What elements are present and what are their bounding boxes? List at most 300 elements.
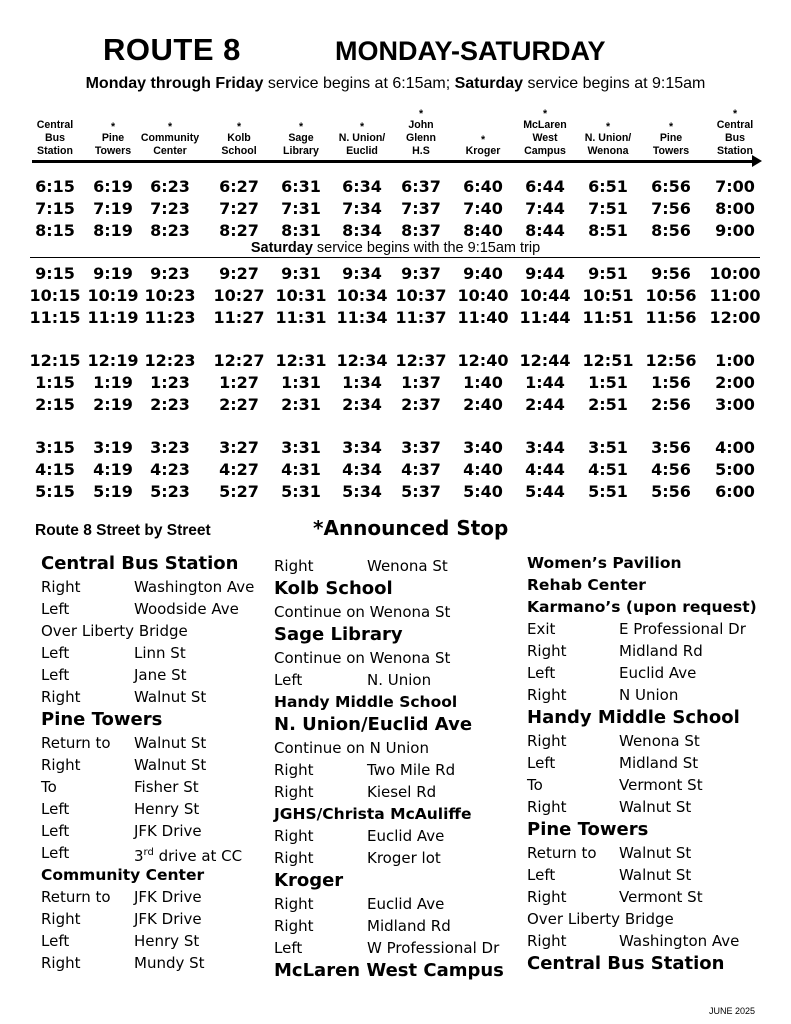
departure-time: 8:51 (588, 221, 628, 240)
direction-note: Over Liberty Bridge (41, 622, 188, 640)
street-name (134, 664, 187, 686)
departure-time: 6:00 (715, 482, 755, 501)
street-name (619, 640, 703, 662)
departure-time: 12:31 (275, 351, 327, 370)
street-name (619, 930, 739, 952)
departure-time: 12:51 (582, 351, 634, 370)
timepoint-3: Community Center (140, 132, 200, 157)
departure-time: 1:34 (342, 373, 382, 392)
schedule-row (0, 394, 791, 416)
direction-step (527, 774, 757, 796)
direction-step (274, 825, 504, 847)
departure-time: 9:37 (401, 264, 441, 283)
direction-note: Continue on N Union (274, 739, 429, 757)
stop-heading: Central Bus Station (41, 553, 239, 574)
street-text: Euclid Ave (367, 827, 445, 845)
departure-time: 11:23 (144, 308, 196, 327)
departure-time: 8:44 (525, 221, 565, 240)
departure-time: 11:56 (645, 308, 697, 327)
street-name (134, 686, 206, 708)
announced-star: * (418, 108, 424, 120)
direction-step (527, 640, 757, 662)
turn-action: Right (527, 932, 567, 950)
departure-time: 9:31 (281, 264, 321, 283)
street-text: Walnut St (134, 756, 207, 774)
stop-heading: Kroger (274, 870, 344, 891)
turn-action: To (41, 778, 57, 796)
timepoint-4: Kolb School (221, 132, 257, 157)
street-name (134, 952, 205, 974)
departure-time: 10:00 (709, 264, 761, 283)
street-text-rest: drive at CC (153, 847, 243, 865)
departure-time: 3:34 (342, 438, 382, 457)
departure-time: 4:15 (35, 460, 75, 479)
timepoint-12: Central Bus Station (716, 119, 754, 157)
departure-time: 12:40 (457, 351, 509, 370)
departure-time: 5:37 (401, 482, 441, 501)
street-text: Vermont St (619, 776, 703, 794)
stop-heading: Handy Middle School (527, 707, 740, 728)
turn-action: Left (41, 666, 70, 684)
direction-step (41, 952, 238, 974)
page-title (0, 32, 791, 72)
street-name (619, 796, 691, 818)
departure-time: 3:00 (715, 395, 755, 414)
direction-step (527, 886, 757, 908)
direction-step (41, 642, 238, 664)
turn-action: Left (527, 866, 556, 884)
departure-time: 6:27 (219, 177, 259, 196)
departure-time: 8:23 (150, 221, 190, 240)
turn-action: Return to (41, 734, 111, 752)
direction-step (274, 893, 504, 915)
turn-action: Right (274, 761, 314, 779)
departure-time: 2:31 (281, 395, 321, 414)
street-name (134, 754, 206, 776)
departure-time: 6:19 (93, 177, 133, 196)
departure-time: 1:19 (93, 373, 133, 392)
turn-action: Right (41, 578, 81, 596)
direction-step (274, 669, 504, 691)
schedule-row (0, 481, 791, 503)
departure-time: 2:00 (715, 373, 755, 392)
stop-heading: Women’s Pavilion (527, 554, 682, 572)
departure-time: 2:56 (651, 395, 691, 414)
departure-time: 8:56 (651, 221, 691, 240)
departure-time: 3:27 (219, 438, 259, 457)
departure-time: 6:40 (463, 177, 503, 196)
departure-time: 4:23 (150, 460, 190, 479)
schedule-row (0, 176, 791, 198)
turn-action: Right (527, 686, 567, 704)
street-text: Kroger lot (367, 849, 441, 867)
street-text: Walnut St (134, 688, 207, 706)
arrow-right-icon (752, 155, 762, 167)
street-name (134, 798, 199, 820)
departure-time: 4:44 (525, 460, 565, 479)
departure-time: 5:51 (588, 482, 628, 501)
departure-time: 7:40 (463, 199, 503, 218)
departure-time: 7:56 (651, 199, 691, 218)
departure-time: 11:40 (457, 308, 509, 327)
street-text: Washington Ave (619, 932, 740, 950)
departure-time: 10:34 (336, 286, 388, 305)
direction-step (527, 752, 757, 774)
street-name (134, 642, 186, 664)
street-text: Henry St (134, 800, 200, 818)
departure-time: 8:40 (463, 221, 503, 240)
street-text: JFK Drive (134, 910, 202, 928)
direction-step (41, 842, 243, 865)
stop-heading: Community Center (41, 866, 205, 884)
street-name (134, 576, 254, 598)
street-text: Midland St (619, 754, 699, 772)
departure-time: 11:37 (395, 308, 447, 327)
street-text: JFK Drive (134, 822, 202, 840)
turn-action: Right (41, 910, 81, 928)
direction-note: Over Liberty Bridge (527, 910, 674, 928)
street-name (367, 781, 436, 803)
stop-heading: Sage Library (274, 624, 403, 645)
stop-heading: Kolb School (274, 578, 393, 599)
direction-step (274, 937, 504, 959)
turn-action: Left (41, 844, 70, 862)
schedule-row (0, 459, 791, 481)
stop-heading: N. Union/Euclid Ave (274, 714, 473, 735)
departure-time: 9:44 (525, 264, 565, 283)
departure-time: 5:40 (463, 482, 503, 501)
schedule-row (0, 220, 791, 242)
turn-action: Left (527, 754, 556, 772)
departure-time: 7:44 (525, 199, 565, 218)
announced-stop-legend: *Announced Stop (313, 516, 509, 540)
departure-time: 2:34 (342, 395, 382, 414)
stop-heading: Karmano’s (upon request) (527, 598, 757, 616)
announced-star: * (480, 134, 486, 146)
street-name (134, 732, 206, 754)
timepoint-11: Pine Towers (652, 132, 690, 157)
departure-time: 12:37 (395, 351, 447, 370)
departure-time: 11:00 (709, 286, 761, 305)
street-name (619, 842, 691, 864)
turn-action: Right (41, 756, 81, 774)
stop-heading: Rehab Center (527, 576, 646, 594)
street-text: Woodside Ave (134, 600, 239, 618)
street-name (367, 915, 451, 937)
departure-time: 9:40 (463, 264, 503, 283)
departure-time: 4:19 (93, 460, 133, 479)
schedule-row (0, 307, 791, 329)
turn-action: Right (527, 642, 567, 660)
street-name (367, 669, 431, 691)
route-name: ROUTE 8 (103, 32, 241, 67)
departure-time: 6:15 (35, 177, 75, 196)
announced-star: * (605, 121, 611, 133)
turn-action: Right (274, 827, 314, 845)
weekday-text: service begins at 6:15am; (263, 75, 455, 92)
departure-time: 10:31 (275, 286, 327, 305)
turn-action: Left (41, 932, 70, 950)
departure-time: 2:27 (219, 395, 259, 414)
street-name (367, 893, 444, 915)
schedule-row (0, 437, 791, 459)
departure-time: 3:23 (150, 438, 190, 457)
departure-time: 12:34 (336, 351, 388, 370)
street-name (134, 820, 202, 842)
departure-time: 3:19 (93, 438, 133, 457)
street-text: Walnut St (619, 866, 692, 884)
departure-time: 12:19 (87, 351, 139, 370)
departure-time: 2:23 (150, 395, 190, 414)
announced-star: * (236, 121, 242, 133)
departure-time: 4:37 (401, 460, 441, 479)
street-text: W Professional Dr (367, 939, 500, 957)
stop-heading: Pine Towers (41, 709, 163, 730)
departure-time: 12:23 (144, 351, 196, 370)
direction-step (527, 842, 757, 864)
departure-time: 2:44 (525, 395, 565, 414)
departure-time: 5:56 (651, 482, 691, 501)
schedule-row (0, 372, 791, 394)
announced-star: * (298, 121, 304, 133)
street-text: Walnut St (619, 844, 692, 862)
ordinal-suffix: rd (143, 847, 154, 858)
departure-time: 11:44 (519, 308, 571, 327)
departure-time: 1:27 (219, 373, 259, 392)
departure-time: 5:44 (525, 482, 565, 501)
turn-action: Return to (527, 844, 597, 862)
departure-time: 12:00 (709, 308, 761, 327)
saturday-divider (30, 257, 760, 258)
departure-time: 5:23 (150, 482, 190, 501)
departure-time: 7:00 (715, 177, 755, 196)
direction-step (527, 618, 757, 640)
street-text: Walnut St (134, 734, 207, 752)
saturday-label: Saturday (454, 75, 524, 92)
street-text: Jane St (134, 666, 187, 684)
street-text: Two Mile Rd (367, 761, 456, 779)
departure-time: 4:51 (588, 460, 628, 479)
street-text: Henry St (134, 932, 200, 950)
departure-time: 10:44 (519, 286, 571, 305)
direction-step (274, 555, 504, 577)
schedule-row (0, 198, 791, 220)
departure-time: 9:27 (219, 264, 259, 283)
departure-time: 4:40 (463, 460, 503, 479)
departure-time: 8:19 (93, 221, 133, 240)
street-name (367, 937, 499, 959)
departure-time: 1:56 (651, 373, 691, 392)
departure-time: 6:31 (281, 177, 321, 196)
street-text: N Union (619, 686, 679, 704)
street-text: Linn St (134, 644, 186, 662)
direction-step (274, 781, 504, 803)
departure-time: 4:56 (651, 460, 691, 479)
departure-time: 7:34 (342, 199, 382, 218)
turn-action: Left (41, 800, 70, 818)
street-name (134, 908, 202, 930)
departure-time: 1:15 (35, 373, 75, 392)
timepoint-1: Central Bus Station (36, 119, 74, 157)
turn-action: To (527, 776, 543, 794)
departure-time: 8:37 (401, 221, 441, 240)
direction-step (41, 798, 238, 820)
departure-time: 12:27 (213, 351, 265, 370)
departure-time: 7:23 (150, 199, 190, 218)
street-name (367, 825, 444, 847)
turn-action: Return to (41, 888, 111, 906)
departure-time: 5:27 (219, 482, 259, 501)
departure-time: 4:31 (281, 460, 321, 479)
departure-time: 9:56 (651, 264, 691, 283)
street-name (134, 842, 242, 867)
service-start-note (0, 75, 791, 93)
turn-action: Right (274, 783, 314, 801)
departure-time: 1:37 (401, 373, 441, 392)
departure-time: 2:51 (588, 395, 628, 414)
departure-time: 2:15 (35, 395, 75, 414)
departure-time: 8:00 (715, 199, 755, 218)
timepoint-7: John Glenn H.S (405, 119, 437, 157)
service-days: MONDAY-SATURDAY (335, 36, 606, 66)
departure-time: 7:19 (93, 199, 133, 218)
departure-time: 7:37 (401, 199, 441, 218)
direction-step (41, 820, 238, 842)
departure-time: 1:44 (525, 373, 565, 392)
departure-time: 6:56 (651, 177, 691, 196)
direction-step (527, 730, 757, 752)
directions-column-3 (527, 552, 757, 976)
direction-step (527, 864, 757, 886)
street-text: Wenona St (367, 557, 448, 575)
street-text: Mundy St (134, 954, 205, 972)
departure-time: 6:23 (150, 177, 190, 196)
street-name (619, 886, 703, 908)
departure-time: 10:51 (582, 286, 634, 305)
saturday-note-label: Saturday (250, 240, 313, 256)
stop-heading: McLaren West Campus (274, 960, 504, 981)
departure-time: 10:19 (87, 286, 139, 305)
direction-step (41, 754, 238, 776)
turn-action: Left (527, 664, 556, 682)
street-name (134, 930, 199, 952)
departure-time: 8:27 (219, 221, 259, 240)
direction-step (41, 686, 238, 708)
street-text: Wenona St (619, 732, 700, 750)
departure-time: 10:27 (213, 286, 265, 305)
street-text: Vermont St (619, 888, 703, 906)
street-name (619, 662, 696, 684)
departure-time: 11:31 (275, 308, 327, 327)
saturday-note-text: service begins with the 9:15am trip (312, 240, 541, 256)
turn-action: Right (527, 798, 567, 816)
turn-action: Right (527, 732, 567, 750)
direction-step (527, 930, 757, 952)
departure-time: 3:51 (588, 438, 628, 457)
departure-time: 5:34 (342, 482, 382, 501)
turn-action: Exit (527, 620, 556, 638)
street-text: Midland Rd (619, 642, 703, 660)
turn-action: Left (274, 671, 303, 689)
direction-step (41, 908, 238, 930)
departure-time: 1:51 (588, 373, 628, 392)
departure-time: 11:51 (582, 308, 634, 327)
revision-date: JUNE 2025 (709, 1006, 756, 1016)
departure-time: 3:44 (525, 438, 565, 457)
departure-time: 3:56 (651, 438, 691, 457)
stop-heading: Pine Towers (527, 819, 649, 840)
street-text: JFK Drive (134, 888, 202, 906)
direction-step (41, 576, 255, 598)
departure-time: 2:37 (401, 395, 441, 414)
timepoint-8: Kroger (465, 145, 501, 157)
departure-time: 11:34 (336, 308, 388, 327)
departure-time: 5:00 (715, 460, 755, 479)
directions-column-2 (274, 555, 504, 983)
street-name (134, 886, 202, 908)
street-text: Midland Rd (367, 917, 451, 935)
direction-step (41, 664, 238, 686)
direction-step (527, 662, 757, 684)
departure-time: 7:27 (219, 199, 259, 218)
departure-time: 3:31 (281, 438, 321, 457)
street-name (619, 730, 700, 752)
street-name (619, 774, 703, 796)
turn-action: Right (274, 917, 314, 935)
direction-step (41, 886, 238, 908)
departure-time: 11:15 (29, 308, 81, 327)
departure-time: 7:51 (588, 199, 628, 218)
departure-time: 11:19 (87, 308, 139, 327)
departure-time: 11:27 (213, 308, 265, 327)
direction-step (527, 796, 757, 818)
turn-action: Left (274, 939, 303, 957)
departure-time: 9:51 (588, 264, 628, 283)
departure-time: 1:23 (150, 373, 190, 392)
street-name (619, 684, 678, 706)
departure-time: 12:15 (29, 351, 81, 370)
turn-action: Right (274, 849, 314, 867)
departure-time: 6:34 (342, 177, 382, 196)
street-name (134, 776, 199, 798)
departure-time: 10:15 (29, 286, 81, 305)
street-text: Walnut St (619, 798, 692, 816)
departure-time: 5:19 (93, 482, 133, 501)
departure-time: 9:15 (35, 264, 75, 283)
departure-time: 7:15 (35, 199, 75, 218)
stop-heading: JGHS/Christa McAuliffe (274, 805, 472, 823)
direction-note: Continue on Wenona St (274, 649, 451, 667)
departure-time: 4:27 (219, 460, 259, 479)
timepoint-10: N. Union/ Wenona (584, 132, 632, 157)
announced-star: * (732, 108, 738, 120)
street-text: N. Union (367, 671, 432, 689)
departure-time: 8:31 (281, 221, 321, 240)
street-text: Kiesel Rd (367, 783, 437, 801)
direction-step (274, 847, 504, 869)
departure-time: 8:34 (342, 221, 382, 240)
direction-step (274, 915, 504, 937)
departure-time: 5:31 (281, 482, 321, 501)
turn-action: Left (41, 644, 70, 662)
departure-time: 6:44 (525, 177, 565, 196)
departure-time: 3:40 (463, 438, 503, 457)
street-text: Fisher St (134, 778, 199, 796)
street-text: E Professional Dr (619, 620, 746, 638)
departure-time: 9:19 (93, 264, 133, 283)
street-name (619, 752, 698, 774)
announced-star: * (359, 121, 365, 133)
